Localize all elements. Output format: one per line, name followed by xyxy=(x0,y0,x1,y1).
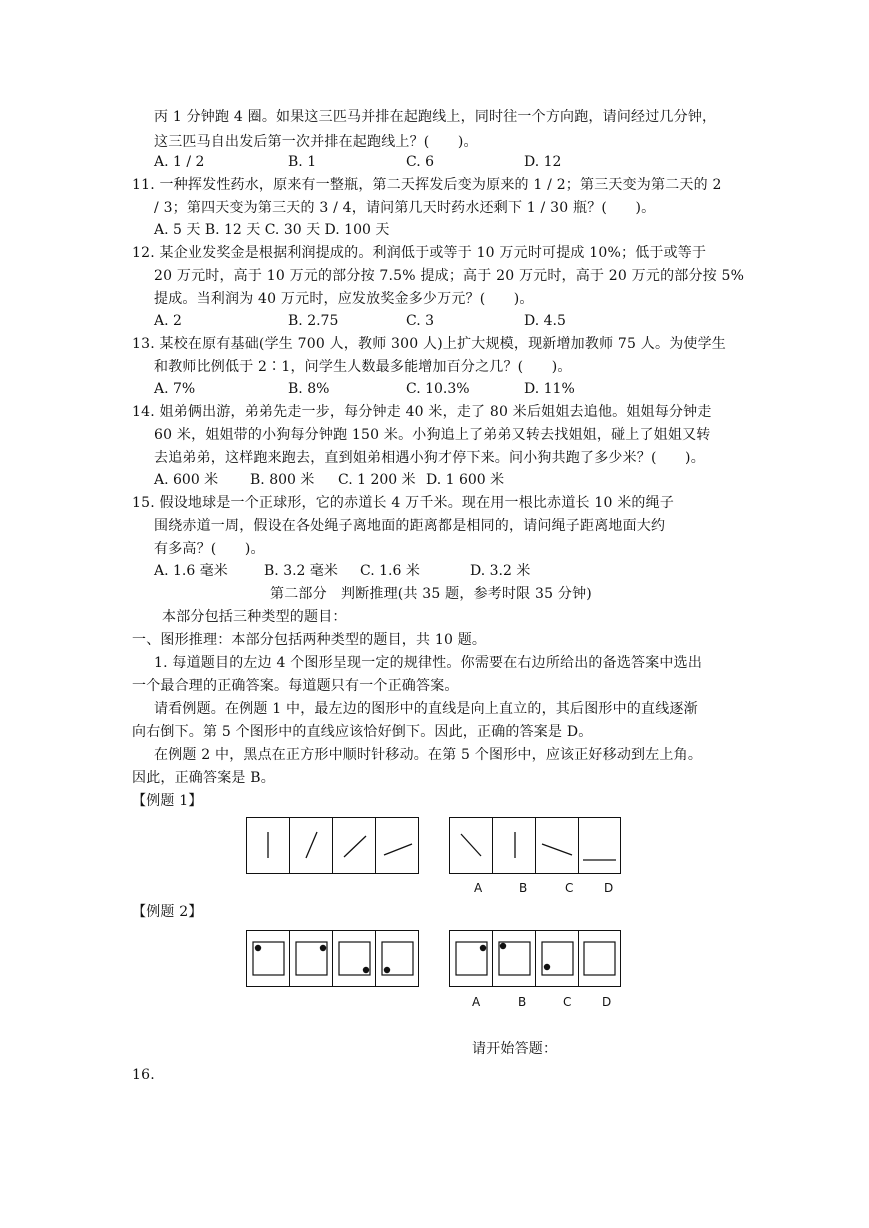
descending-line-icon xyxy=(536,818,579,873)
example-2-frame-3 xyxy=(333,931,376,986)
part2-title: 第二部分 判断推理(共 35 题，参考时限 35 分钟) xyxy=(270,586,592,602)
q15-option-c: C. 1.6 米 xyxy=(360,563,420,579)
q13-option-a: A. 7% xyxy=(154,381,196,397)
example-2-letter-b: B xyxy=(518,995,527,1009)
q14-line-2: 60 米，姐姐带的小狗每分钟跑 150 米。小狗追上了弟弟又转去找姐姐，碰上了姐姐又转 xyxy=(154,427,711,443)
square-dot-bottom-right-icon xyxy=(333,931,376,986)
example-1-answer-figures xyxy=(449,817,621,874)
square-dot-bottom-left-icon xyxy=(376,931,418,986)
q14-option-d: D. 1 600 米 xyxy=(426,472,505,488)
example-1-answer-c[interactable] xyxy=(536,818,579,873)
example-1-letter-a: A xyxy=(474,881,483,895)
q10-option-c: C. 6 xyxy=(406,154,435,170)
low-tilted-line-icon xyxy=(376,818,418,873)
q12-option-c: C. 3 xyxy=(406,313,435,329)
para1-line-2: 一个最合理的正确答案。每道题只有一个正确答案。 xyxy=(132,678,459,694)
start-prompt: 请开始答题： xyxy=(472,1041,558,1057)
part2-intro: 本部分包括三种类型的题目： xyxy=(162,609,347,625)
q11-line-2: / 3；第四天变为第三天的 3 / 4，请问第几天时药水还剩下 1 / 30 瓶？( )。 xyxy=(154,200,656,216)
q15-line-2: 围绕赤道一周，假设在各处绳子离地面的距离都是相同的，请问绳子距离地面大约 xyxy=(154,518,666,534)
square-dot-top-right-icon xyxy=(450,931,493,986)
square-dot-bottom-left-icon xyxy=(536,931,579,986)
example-1-frame-2 xyxy=(290,818,333,873)
q15-option-d: D. 3.2 米 xyxy=(470,563,531,579)
q15-option-b: B. 3.2 毫米 xyxy=(264,563,338,579)
q15-line-3: 有多高？( )。 xyxy=(154,541,265,557)
q14-line-1: 14. 姐弟俩出游，弟弟先走一步，每分钟走 40 米，走了 80 米后姐姐去追他。姐姐每分钟走 xyxy=(132,404,712,420)
vertical-line-icon xyxy=(247,818,290,873)
q10-line-2: 这三匹马自出发后第一次并排在起跑线上？( )。 xyxy=(154,134,478,150)
example-1-answer-a[interactable] xyxy=(450,818,493,873)
example-1-answer-d[interactable] xyxy=(579,818,620,873)
para3-line-1: 在例题 2 中，黑点在正方形中顺时针移动。在第 5 个图形中，应该正好移动到左上角。 xyxy=(154,747,703,763)
example-2-label: 【例题 2】 xyxy=(132,904,203,920)
example-2-answer-a[interactable] xyxy=(450,931,493,986)
example-1-frame-4 xyxy=(376,818,418,873)
q10-option-a: A. 1 / 2 xyxy=(154,154,205,170)
tilted-line-icon xyxy=(290,818,333,873)
square-dot-top-left-icon xyxy=(493,931,536,986)
example-2-question-figures xyxy=(246,930,419,987)
example-2-frame-4 xyxy=(376,931,418,986)
empty-square-icon xyxy=(579,931,620,986)
example-2-letter-d: D xyxy=(602,995,612,1009)
para2-line-1: 请看例题。在例题 1 中，最左边的图形中的直线是向上直立的，其后图形中的直线逐渐 xyxy=(154,701,698,717)
q12-option-d: D. 4.5 xyxy=(524,313,566,329)
q15-option-a: A. 1.6 毫米 xyxy=(154,563,228,579)
back-slash-line-icon xyxy=(450,818,493,873)
q14-option-b: B. 800 米 xyxy=(250,472,315,488)
example-1-question-figures xyxy=(246,817,419,874)
example-1-letter-b: B xyxy=(519,881,528,895)
q12-option-a: A. 2 xyxy=(154,313,182,329)
q10-option-d: D. 12 xyxy=(524,154,562,170)
example-1-frame-3 xyxy=(333,818,376,873)
horizontal-line-icon xyxy=(579,818,620,873)
q13-option-b: B. 8% xyxy=(288,381,330,397)
q12-line-2: 20 万元时，高于 10 万元的部分按 7.5% 提成；高于 20 万元时，高于 20 万元的部分按 5% xyxy=(154,268,745,284)
example-2-answer-figures xyxy=(449,930,621,987)
q12-line-1: 12. 某企业发奖金是根据利润提成的。利润低于或等于 10 万元时可提成 10%；低于或等于 xyxy=(132,245,707,261)
q12-option-b: B. 2.75 xyxy=(288,313,339,329)
q13-option-c: C. 10.3% xyxy=(406,381,470,397)
q14-option-c: C. 1 200 米 xyxy=(338,472,416,488)
q11-options: A. 5 天 B. 12 天 C. 30 天 D. 100 天 xyxy=(154,222,390,238)
para2-line-2: 向右倒下。第 5 个图形中的直线应该恰好倒下。因此，正确的答案是 D。 xyxy=(132,724,593,740)
example-2-answer-d[interactable] xyxy=(579,931,620,986)
q10-line-1: 丙 1 分钟跑 4 圈。如果这三匹马并排在起跑线上，同时往一个方向跑，请问经过几分钟， xyxy=(154,109,717,125)
q13-option-d: D. 11% xyxy=(524,381,575,397)
square-dot-top-left-icon xyxy=(247,931,290,986)
example-1-label: 【例题 1】 xyxy=(132,793,203,809)
q15-line-1: 15. 假设地球是一个正球形，它的赤道长 4 万千米。现在用一根比赤道长 10 米的绳子 xyxy=(132,495,675,511)
section1-heading: 一、图形推理：本部分包括两种类型的题目，共 10 题。 xyxy=(132,632,487,648)
example-2-frame-1 xyxy=(247,931,290,986)
question-16-number: 16. xyxy=(132,1067,155,1083)
q10-option-b: B. 1 xyxy=(288,154,317,170)
example-2-frame-2 xyxy=(290,931,333,986)
example-1-frame-1 xyxy=(247,818,290,873)
example-1-letter-d: D xyxy=(604,881,614,895)
q11-line-1: 11. 一种挥发性药水，原来有一整瓶，第二天挥发后变为原来的 1 / 2；第三天变为第二天的 2 xyxy=(132,177,722,193)
vertical-line-icon xyxy=(493,818,536,873)
diagonal-line-icon xyxy=(333,818,376,873)
example-2-answer-b[interactable] xyxy=(493,931,536,986)
example-1-letter-c: C xyxy=(565,881,574,895)
q13-line-1: 13. 某校在原有基础(学生 700 人，教师 300 人)上扩大规模，现新增加教师 75 人。为使学生 xyxy=(132,336,726,352)
square-dot-top-right-icon xyxy=(290,931,333,986)
para3-line-2: 因此，正确答案是 B。 xyxy=(132,770,275,786)
example-2-answer-c[interactable] xyxy=(536,931,579,986)
q14-option-a: A. 600 米 xyxy=(154,472,219,488)
example-1-answer-b[interactable] xyxy=(493,818,536,873)
example-2-letter-c: C xyxy=(563,995,572,1009)
q14-line-3: 去追弟弟，这样跑来跑去，直到姐弟相遇小狗才停下来。问小狗共跑了多少米？( )。 xyxy=(154,450,705,466)
para1-line-1: 1. 每道题目的左边 4 个图形呈现一定的规律性。你需要在右边所给出的备选答案中选出 xyxy=(154,655,703,671)
example-2-letter-a: A xyxy=(472,995,481,1009)
q12-line-3: 提成。当利润为 40 万元时，应发放奖金多少万元？( )。 xyxy=(154,291,534,307)
q13-line-2: 和教师比例低于 2∶1，问学生人数最多能增加百分之几？( )。 xyxy=(154,359,572,375)
